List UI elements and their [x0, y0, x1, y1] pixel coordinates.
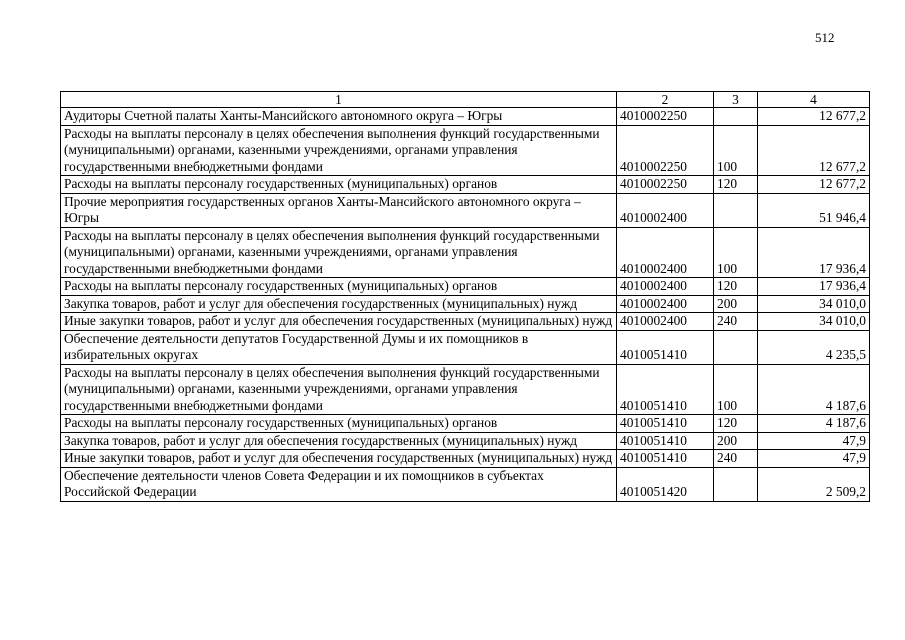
cell-amount: 34 010,0 [758, 313, 870, 331]
cell-amount: 51 946,4 [758, 193, 870, 227]
cell-amount: 2 509,2 [758, 467, 870, 501]
cell-name: Закупка товаров, работ и услуг для обеспечения государственных (муниципальных) нужд [61, 295, 617, 313]
cell-type: 120 [714, 176, 758, 194]
table-row [61, 467, 870, 501]
cell-amount: 17 936,4 [758, 278, 870, 296]
column-header-code: 2 [617, 92, 714, 108]
cell-code: 4010051410 [617, 364, 714, 415]
cell-code: 4010051410 [617, 450, 714, 468]
cell-name: Расходы на выплаты персоналу государственных (муниципальных) органов [61, 176, 617, 194]
table-row [61, 108, 870, 126]
table-row [61, 193, 870, 227]
table-row [61, 330, 870, 364]
cell-amount: 47,9 [758, 450, 870, 468]
cell-amount: 12 677,2 [758, 108, 870, 126]
cell-name: Расходы на выплаты персоналу государственных (муниципальных) органов [61, 278, 617, 296]
cell-name: Обеспечение деятельности депутатов Государственной Думы и их помощников в избирательных округах [61, 330, 617, 364]
cell-name: Аудиторы Счетной палаты Ханты-Мансийского автономного округа – Югры [61, 108, 617, 126]
column-header-type: 3 [714, 92, 758, 108]
cell-name: Расходы на выплаты персоналу государственных (муниципальных) органов [61, 415, 617, 433]
page-number: 512 [815, 30, 835, 45]
table-row [61, 415, 870, 433]
cell-amount: 4 187,6 [758, 364, 870, 415]
table-row [61, 450, 870, 468]
cell-name: Закупка товаров, работ и услуг для обеспечения государственных (муниципальных) нужд [61, 432, 617, 450]
table-row [61, 295, 870, 313]
cell-type [714, 108, 758, 126]
cell-code: 4010002400 [617, 295, 714, 313]
cell-code: 4010002250 [617, 108, 714, 126]
cell-amount: 4 187,6 [758, 415, 870, 433]
column-header-name: 1 [61, 92, 617, 108]
cell-amount: 47,9 [758, 432, 870, 450]
cell-type: 100 [714, 227, 758, 278]
cell-code: 4010002250 [617, 176, 714, 194]
cell-code: 4010002250 [617, 125, 714, 176]
cell-type: 100 [714, 364, 758, 415]
cell-code: 4010051410 [617, 432, 714, 450]
cell-code: 4010002400 [617, 193, 714, 227]
cell-type: 240 [714, 450, 758, 468]
cell-amount: 12 677,2 [758, 125, 870, 176]
cell-name: Расходы на выплаты персоналу в целях обеспечения выполнения функций государственными (муниципальными) органами, казенными учреждениями, органами управления государственными внебюджетными фондами [61, 227, 617, 278]
table-row [61, 278, 870, 296]
table-row [61, 125, 870, 176]
cell-amount: 17 936,4 [758, 227, 870, 278]
cell-amount: 34 010,0 [758, 295, 870, 313]
column-header-amount: 4 [758, 92, 870, 108]
budget-table [60, 91, 870, 502]
cell-type [714, 330, 758, 364]
cell-type: 120 [714, 278, 758, 296]
table-row [61, 364, 870, 415]
cell-type: 200 [714, 432, 758, 450]
cell-type [714, 193, 758, 227]
cell-code: 4010002400 [617, 278, 714, 296]
cell-name: Обеспечение деятельности членов Совета Федерации и их помощников в субъектах Российской Федерации [61, 467, 617, 501]
cell-name: Расходы на выплаты персоналу в целях обеспечения выполнения функций государственными (муниципальными) органами, казенными учреждениями, органами управления государственными внебюджетными фондами [61, 364, 617, 415]
table-header-row [61, 92, 870, 108]
cell-type [714, 467, 758, 501]
cell-code: 4010002400 [617, 227, 714, 278]
table-row [61, 227, 870, 278]
table-row [61, 176, 870, 194]
cell-name: Иные закупки товаров, работ и услуг для обеспечения государственных (муниципальных) нужд [61, 450, 617, 468]
cell-name: Расходы на выплаты персоналу в целях обеспечения выполнения функций государственными (муниципальными) органами, казенными учреждениями, органами управления государственными внебюджетными фондами [61, 125, 617, 176]
cell-amount: 12 677,2 [758, 176, 870, 194]
cell-code: 4010051410 [617, 415, 714, 433]
cell-type: 240 [714, 313, 758, 331]
cell-code: 4010002400 [617, 313, 714, 331]
table-row [61, 313, 870, 331]
cell-name: Прочие мероприятия государственных органов Ханты-Мансийского автономного округа – Югры [61, 193, 617, 227]
cell-code: 4010051410 [617, 330, 714, 364]
cell-code: 4010051420 [617, 467, 714, 501]
table-row [61, 432, 870, 450]
cell-type: 120 [714, 415, 758, 433]
cell-type: 200 [714, 295, 758, 313]
cell-amount: 4 235,5 [758, 330, 870, 364]
cell-name: Иные закупки товаров, работ и услуг для обеспечения государственных (муниципальных) нужд [61, 313, 617, 331]
cell-type: 100 [714, 125, 758, 176]
